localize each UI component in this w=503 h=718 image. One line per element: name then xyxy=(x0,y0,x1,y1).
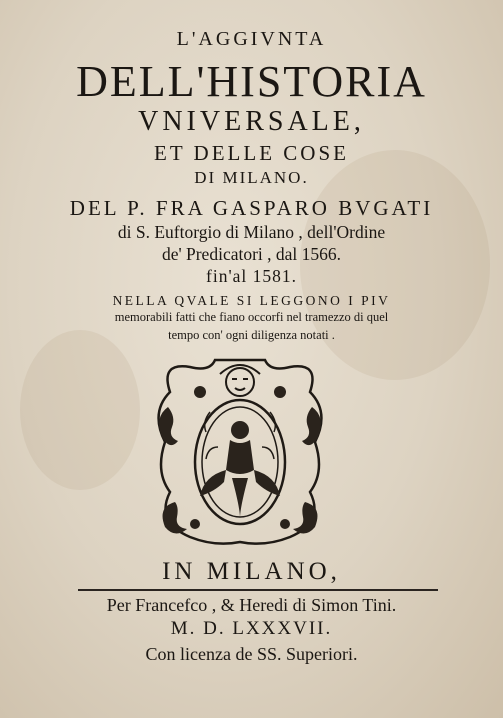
title-line-1: L'AGGIVNTA xyxy=(176,28,327,50)
title-line-3: VNIVERSALE, xyxy=(138,106,365,137)
author-line-2: di S. Euftorgio di Milano , dell'Ordine xyxy=(117,222,386,242)
author-line-4: fin'al 1581. xyxy=(206,266,297,286)
description-line-2: memorabili fatti che fiano occorfi nel tramezzo di quel xyxy=(114,310,389,324)
author-line-3: de' Predicatori , dal 1566. xyxy=(161,244,342,264)
printer-line: Per Francefco , & Heredi di Simon Tini. xyxy=(106,595,397,615)
title-line-5: DI MILANO. xyxy=(194,168,309,187)
year-line: M. D. LXXXVII. xyxy=(170,618,333,639)
description-line-1: NELLA QVALE SI LEGGONO I PIV xyxy=(112,293,391,308)
divider-rule xyxy=(78,589,438,591)
license-line: Con licenza de SS. Superiori. xyxy=(145,644,358,664)
title-line-2: DELL'HISTORIA xyxy=(76,57,427,106)
paper-stain xyxy=(20,330,140,490)
place-line: IN MILANO, xyxy=(162,558,341,585)
author-line-1: DEL P. FRA GASPARO BVGATI xyxy=(69,196,434,220)
description-line-3: tempo con' ogni diligenza notati . xyxy=(168,328,335,342)
printers-mark-ornament xyxy=(140,352,340,552)
title-line-4: ET DELLE COSE xyxy=(154,141,349,165)
